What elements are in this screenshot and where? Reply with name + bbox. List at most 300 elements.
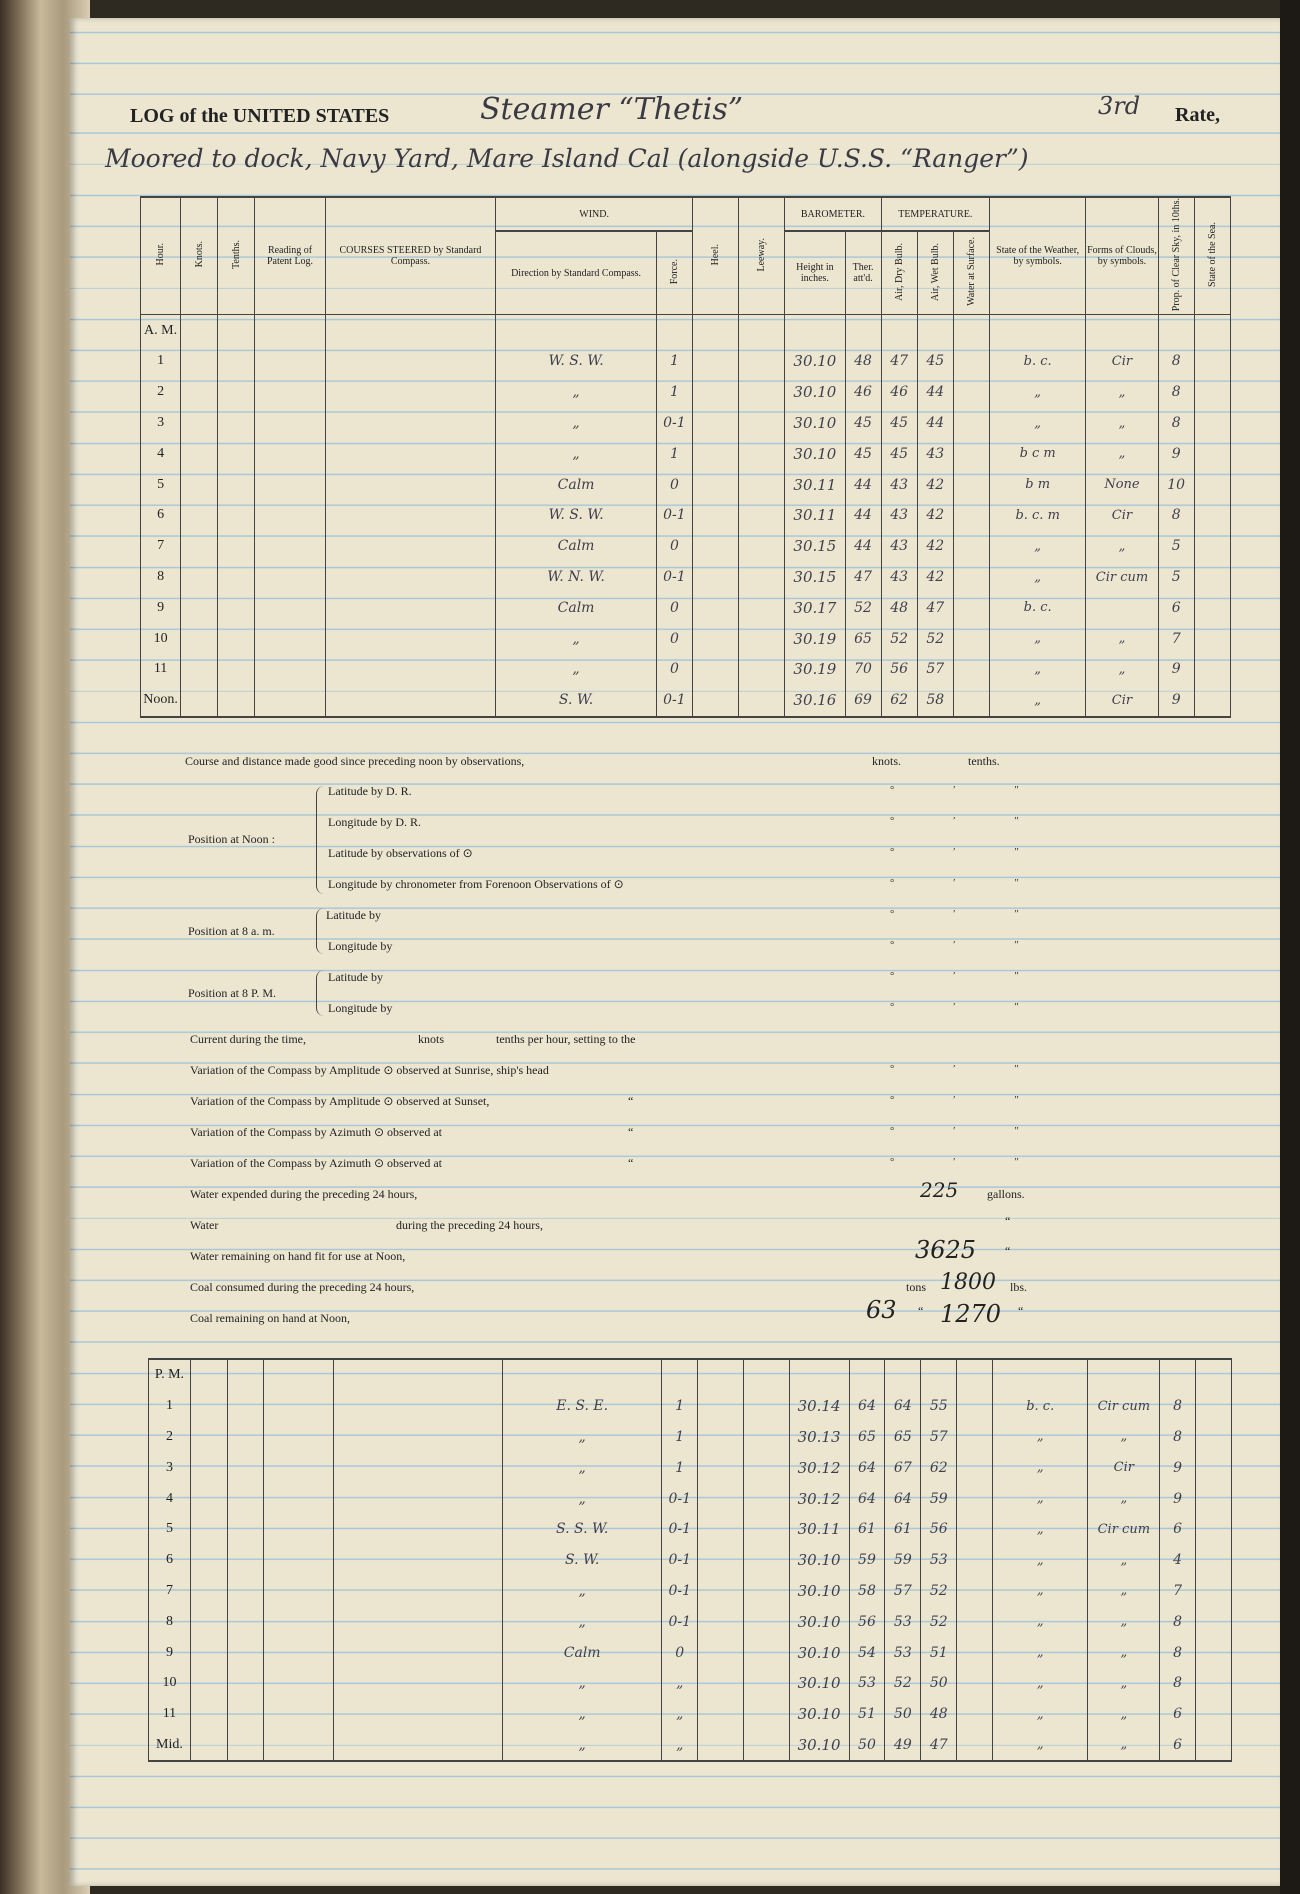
pm-empty-cell	[264, 1422, 334, 1453]
am-force-cell: 0	[656, 592, 692, 623]
pm-baro-cell: 30.14	[789, 1391, 849, 1422]
pm-empty-cell	[227, 1730, 264, 1762]
pm-empty-cell	[264, 1452, 334, 1483]
pm-empty-cell	[698, 1699, 744, 1730]
pm-empty-cell	[334, 1668, 503, 1699]
lat-8pm: Latitude by	[328, 970, 383, 984]
am-weather-cell: b. c.	[990, 346, 1086, 377]
am-clouds-cell: „	[1086, 377, 1158, 408]
pm-row	[149, 1483, 1232, 1514]
am-clear-cell: 8	[1158, 408, 1194, 439]
am-dry-cell: 62	[881, 685, 917, 717]
pm-empty-cell	[957, 1483, 993, 1514]
pm-empty-cell	[957, 1576, 993, 1607]
pm-empty-cell	[957, 1452, 993, 1483]
pm-wet-cell: 50	[921, 1668, 957, 1699]
ditto-coal-lbs: “	[1018, 1304, 1024, 1318]
pm-ther-cell: 64	[849, 1391, 885, 1422]
am-row	[141, 685, 1231, 717]
pm-empty-cell	[190, 1606, 227, 1637]
pm-dry-cell: 52	[885, 1668, 921, 1699]
knots-label: knots.	[872, 754, 902, 768]
pm-empty-cell	[227, 1576, 264, 1607]
pm-dir-cell: Calm	[503, 1637, 662, 1668]
pm-empty-cell	[264, 1514, 334, 1545]
pm-baro-cell: 30.10	[789, 1637, 849, 1668]
am-empty-cell	[692, 500, 738, 531]
am-empty-cell	[1194, 346, 1230, 377]
pm-baro-cell: 30.12	[789, 1452, 849, 1483]
water-remaining: Water remaining on hand fit for use at Noon,	[190, 1249, 406, 1263]
rate-number: 3rd	[1098, 92, 1141, 120]
am-clouds-cell: None	[1086, 469, 1158, 500]
am-dir-cell: Calm	[496, 469, 657, 500]
pm-clouds-cell: „	[1088, 1422, 1160, 1453]
am-weather-cell: „	[990, 654, 1086, 685]
am-row	[141, 469, 1231, 500]
am-wet-cell: 43	[917, 438, 953, 469]
pm-empty-cell	[698, 1422, 744, 1453]
am-empty-cell	[181, 408, 218, 439]
am-ther-cell: 44	[845, 469, 881, 500]
am-row	[141, 500, 1231, 531]
am-wet-cell: 52	[917, 623, 953, 654]
am-empty-cell	[1194, 500, 1230, 531]
pm-row	[149, 1391, 1232, 1422]
pm-hour-cell: 1	[149, 1391, 191, 1422]
am-dry-cell: 45	[881, 438, 917, 469]
am-empty-cell	[953, 531, 989, 562]
am-empty-cell	[692, 438, 738, 469]
am-baro-cell: 30.16	[785, 685, 845, 717]
pm-dry-cell: 67	[885, 1452, 921, 1483]
pm-clouds-cell: „	[1088, 1606, 1160, 1637]
am-empty-cell	[325, 562, 496, 593]
am-empty-cell	[255, 500, 325, 531]
pm-baro-cell: 30.10	[789, 1576, 849, 1607]
am-empty-cell	[692, 623, 738, 654]
col-baro-height: Height in inches.	[785, 231, 845, 315]
am-dry-cell: 43	[881, 469, 917, 500]
am-empty-cell	[218, 377, 255, 408]
am-baro-cell: 30.11	[785, 500, 845, 531]
pm-wet-cell: 62	[921, 1452, 957, 1483]
lat-8am: Latitude by	[326, 908, 381, 922]
pm-wet-cell: 47	[921, 1730, 957, 1762]
pm-clouds-cell: Cir cum	[1088, 1391, 1160, 1422]
am-weather-cell: b. c. m	[990, 500, 1086, 531]
am-empty-cell	[181, 685, 218, 717]
am-wet-cell: 42	[917, 500, 953, 531]
col-barometer: BAROMETER.	[785, 197, 881, 231]
am-baro-cell: 30.17	[785, 592, 845, 623]
lon-dr: Longitude by D. R.	[328, 815, 421, 829]
am-empty-cell	[953, 562, 989, 593]
pm-empty-cell	[1196, 1576, 1232, 1607]
am-empty-cell	[218, 654, 255, 685]
pm-wet-cell: 55	[921, 1391, 957, 1422]
current-knots: knots	[418, 1032, 445, 1046]
pm-baro-cell: 30.10	[789, 1545, 849, 1576]
am-empty-cell	[953, 469, 989, 500]
pm-empty-cell	[957, 1668, 993, 1699]
pm-dir-cell: „	[503, 1606, 662, 1637]
pm-ther-cell: 54	[849, 1637, 885, 1668]
pm-clear-cell: 8	[1160, 1668, 1196, 1699]
pm-empty-cell	[190, 1576, 227, 1607]
pm-empty-cell	[264, 1699, 334, 1730]
am-empty-cell	[255, 562, 325, 593]
deg-marks-10: ° ′ ″	[890, 1094, 1047, 1106]
pm-empty-cell	[190, 1483, 227, 1514]
am-empty-cell	[953, 500, 989, 531]
pm-clear-cell: 6	[1160, 1730, 1196, 1762]
pm-force-cell: „	[662, 1730, 698, 1762]
am-row	[141, 377, 1231, 408]
pm-force-cell: 0-1	[662, 1514, 698, 1545]
am-empty-cell	[953, 685, 989, 717]
pm-hour-cell: 10	[149, 1668, 191, 1699]
pm-clear-cell: 9	[1160, 1483, 1196, 1514]
am-baro-cell: 30.10	[785, 438, 845, 469]
am-empty-cell	[739, 408, 785, 439]
am-empty-cell	[739, 654, 785, 685]
pm-row	[149, 1637, 1232, 1668]
pm-ther-cell: 64	[849, 1483, 885, 1514]
am-clouds-cell: Cir cum	[1086, 562, 1158, 593]
pm-clear-cell: 9	[1160, 1452, 1196, 1483]
pm-hour-cell: 2	[149, 1422, 191, 1453]
am-clear-cell: 8	[1158, 346, 1194, 377]
deg-marks-7: ° ′ ″	[890, 970, 1047, 982]
am-force-cell: 0-1	[656, 562, 692, 593]
am-wet-cell: 57	[917, 654, 953, 685]
current-line: Current during the time,	[190, 1032, 306, 1046]
am-empty-cell	[181, 592, 218, 623]
pm-baro-cell: 30.10	[789, 1699, 849, 1730]
pm-empty-cell	[743, 1730, 789, 1762]
pm-clouds-cell: Cir cum	[1088, 1514, 1160, 1545]
pm-ther-cell: 53	[849, 1668, 885, 1699]
pm-dir-cell: „	[503, 1699, 662, 1730]
am-weather-cell: „	[990, 562, 1086, 593]
coal-remaining-lbs: 1270	[940, 1300, 1002, 1328]
am-empty-cell	[218, 592, 255, 623]
am-empty-cell	[181, 346, 218, 377]
am-dir-cell: „	[496, 408, 657, 439]
pm-empty-cell	[227, 1699, 264, 1730]
pm-ther-cell: 58	[849, 1576, 885, 1607]
pm-empty-cell	[957, 1699, 993, 1730]
am-force-cell: 0	[656, 531, 692, 562]
pm-hour-cell: 6	[149, 1545, 191, 1576]
am-empty-cell	[218, 562, 255, 593]
ditto-sunset: “	[628, 1094, 634, 1108]
col-wind: WIND.	[496, 197, 693, 231]
am-force-cell: 1	[656, 346, 692, 377]
pm-empty-cell	[190, 1730, 227, 1762]
pm-clouds-cell: Cir	[1088, 1452, 1160, 1483]
pm-clear-cell: 4	[1160, 1545, 1196, 1576]
am-empty-cell	[953, 377, 989, 408]
pm-empty-cell	[264, 1576, 334, 1607]
am-weather-cell: b. c.	[990, 592, 1086, 623]
am-row	[141, 346, 1231, 377]
course-distance-line: Course and distance made good since preceding noon by observations,	[185, 754, 525, 768]
am-empty-cell	[692, 685, 738, 717]
pm-baro-cell: 30.10	[789, 1730, 849, 1762]
pm-empty-cell	[957, 1514, 993, 1545]
pm-clouds-cell: „	[1088, 1545, 1160, 1576]
am-empty-cell	[1194, 623, 1230, 654]
am-empty-cell	[325, 685, 496, 717]
deg-marks-6: ° ′ ″	[890, 939, 1047, 951]
pm-weather-cell: b. c.	[992, 1391, 1088, 1422]
am-empty-cell	[1194, 654, 1230, 685]
am-clouds-cell: Cir	[1086, 500, 1158, 531]
am-empty-cell	[739, 346, 785, 377]
pm-weather-cell: „	[992, 1668, 1088, 1699]
am-empty-cell	[218, 685, 255, 717]
pm-force-cell: 1	[662, 1422, 698, 1453]
am-empty-cell	[218, 408, 255, 439]
am-wet-cell: 44	[917, 408, 953, 439]
am-clouds-cell: „	[1086, 623, 1158, 654]
am-clear-cell: 5	[1158, 562, 1194, 593]
pm-dry-cell: 53	[885, 1606, 921, 1637]
am-wet-cell: 58	[917, 685, 953, 717]
pm-ther-cell: 56	[849, 1606, 885, 1637]
pm-clouds-cell: „	[1088, 1730, 1160, 1762]
pm-dry-cell: 64	[885, 1391, 921, 1422]
pm-empty-cell	[743, 1637, 789, 1668]
am-clear-cell: 5	[1158, 531, 1194, 562]
pm-empty-cell	[227, 1637, 264, 1668]
am-empty-cell	[1194, 377, 1230, 408]
pm-empty-cell	[334, 1514, 503, 1545]
am-empty-cell	[739, 377, 785, 408]
am-dry-cell: 52	[881, 623, 917, 654]
pm-clear-cell: 7	[1160, 1576, 1196, 1607]
lon-chron: Longitude by chronometer from Forenoon Observations of ⊙	[328, 877, 624, 891]
am-ther-cell: 48	[845, 346, 881, 377]
pm-empty-cell	[264, 1637, 334, 1668]
am-clear-cell: 9	[1158, 654, 1194, 685]
am-clear-cell: 8	[1158, 377, 1194, 408]
am-empty-cell	[953, 623, 989, 654]
pm-empty-cell	[190, 1545, 227, 1576]
am-weather-cell: „	[990, 408, 1086, 439]
am-row	[141, 531, 1231, 562]
pm-baro-cell: 30.12	[789, 1483, 849, 1514]
am-row	[141, 592, 1231, 623]
am-empty-cell	[181, 654, 218, 685]
am-empty-cell	[325, 654, 496, 685]
am-empty-cell	[325, 408, 496, 439]
am-dir-cell: „	[496, 438, 657, 469]
deg-marks-11: ° ′ ″	[890, 1125, 1047, 1137]
am-empty-cell	[325, 346, 496, 377]
pm-empty-cell	[743, 1391, 789, 1422]
pm-empty-cell	[743, 1606, 789, 1637]
am-weather-cell: b m	[990, 469, 1086, 500]
col-temperature: TEMPERATURE.	[881, 197, 989, 231]
pm-hour-cell: 7	[149, 1576, 191, 1607]
am-empty-cell	[325, 438, 496, 469]
am-baro-cell: 30.10	[785, 377, 845, 408]
pm-force-cell: „	[662, 1668, 698, 1699]
pm-row	[149, 1514, 1232, 1545]
pm-clear-cell: 8	[1160, 1637, 1196, 1668]
am-empty-cell	[255, 346, 325, 377]
col-heel: Heel.	[692, 197, 738, 315]
ditto-water-remaining: “	[1005, 1244, 1011, 1258]
pm-weather-cell: „	[992, 1422, 1088, 1453]
am-ther-cell: 69	[845, 685, 881, 717]
pm-empty-cell	[743, 1545, 789, 1576]
pm-wet-cell: 59	[921, 1483, 957, 1514]
am-empty-cell	[1194, 408, 1230, 439]
am-empty-cell	[953, 346, 989, 377]
variation-azimuth-1: Variation of the Compass by Azimuth ⊙ observed at	[190, 1125, 443, 1139]
pm-empty-cell	[743, 1576, 789, 1607]
pm-empty-cell	[1196, 1422, 1232, 1453]
am-empty-cell	[218, 346, 255, 377]
pm-empty-cell	[264, 1483, 334, 1514]
am-empty-cell	[1194, 469, 1230, 500]
pm-empty-cell	[334, 1637, 503, 1668]
am-empty-cell	[325, 531, 496, 562]
am-clear-cell: 9	[1158, 438, 1194, 469]
pm-baro-cell: 30.11	[789, 1514, 849, 1545]
am-log-table	[140, 196, 1231, 718]
pm-row	[149, 1606, 1232, 1637]
col-wind-direction: Direction by Standard Compass.	[496, 231, 657, 315]
am-force-cell: 1	[656, 377, 692, 408]
am-baro-cell: 30.10	[785, 408, 845, 439]
am-baro-cell: 30.15	[785, 531, 845, 562]
tenths-label: tenths.	[968, 754, 1000, 768]
pm-empty-cell	[334, 1452, 503, 1483]
am-empty-cell	[1194, 562, 1230, 593]
pm-empty-cell	[743, 1699, 789, 1730]
pm-force-cell: 0-1	[662, 1545, 698, 1576]
pm-weather-cell: „	[992, 1576, 1088, 1607]
pm-dir-cell: „	[503, 1730, 662, 1762]
pm-weather-cell: „	[992, 1514, 1088, 1545]
current-tenths: tenths per hour, setting to the	[496, 1032, 636, 1046]
am-empty-cell	[255, 654, 325, 685]
am-force-cell: 0-1	[656, 500, 692, 531]
pm-dry-cell: 64	[885, 1483, 921, 1514]
am-force-cell: 0	[656, 469, 692, 500]
daily-remarks: Moored to dock, Navy Yard, Mare Island Cal (alongside U.S.S. “Ranger”)	[105, 144, 1029, 173]
lat-dr: Latitude by D. R.	[328, 784, 412, 798]
pm-wet-cell: 51	[921, 1637, 957, 1668]
am-empty-cell	[692, 469, 738, 500]
pm-empty-cell	[1196, 1637, 1232, 1668]
tons-label: tons	[906, 1280, 927, 1294]
pm-weather-cell: „	[992, 1452, 1088, 1483]
pm-ther-cell: 64	[849, 1452, 885, 1483]
pm-empty-cell	[698, 1606, 744, 1637]
ditto-coal-tons: “	[918, 1304, 924, 1318]
pm-empty-cell	[743, 1422, 789, 1453]
am-clouds-cell: „	[1086, 531, 1158, 562]
pm-dry-cell: 49	[885, 1730, 921, 1762]
pm-dry-cell: 61	[885, 1514, 921, 1545]
am-empty-cell	[218, 531, 255, 562]
lat-obs: Latitude by observations of ⊙	[328, 846, 473, 860]
am-baro-cell: 30.11	[785, 469, 845, 500]
am-empty-cell	[181, 562, 218, 593]
col-tenths: Tenths.	[218, 197, 255, 315]
am-empty-cell	[692, 377, 738, 408]
pm-hour-cell: 11	[149, 1699, 191, 1730]
am-hour-cell: 6	[141, 500, 181, 531]
col-wind-force: Force.	[656, 231, 692, 315]
am-ther-cell: 44	[845, 531, 881, 562]
col-hour: Hour.	[141, 197, 181, 315]
pm-weather-cell: „	[992, 1730, 1088, 1762]
pm-empty-cell	[227, 1422, 264, 1453]
am-dir-cell: S. W.	[496, 685, 657, 717]
pm-empty-cell	[227, 1483, 264, 1514]
am-clear-cell: 8	[1158, 500, 1194, 531]
pm-dir-cell: E. S. E.	[503, 1391, 662, 1422]
pm-empty-cell	[227, 1545, 264, 1576]
pm-clear-cell: 8	[1160, 1391, 1196, 1422]
am-ther-cell: 70	[845, 654, 881, 685]
am-empty-cell	[1194, 685, 1230, 717]
am-ther-cell: 46	[845, 377, 881, 408]
am-hour-cell: 4	[141, 438, 181, 469]
pm-dry-cell: 57	[885, 1576, 921, 1607]
am-baro-cell: 30.19	[785, 654, 845, 685]
am-empty-cell	[181, 623, 218, 654]
lon-8am: Longitude by	[328, 939, 393, 953]
am-wet-cell: 42	[917, 469, 953, 500]
am-row	[141, 623, 1231, 654]
position-noon-label: Position at Noon :	[188, 832, 276, 846]
am-empty-cell	[255, 408, 325, 439]
pm-empty-cell	[957, 1606, 993, 1637]
pm-empty-cell	[1196, 1514, 1232, 1545]
am-empty-cell	[255, 685, 325, 717]
ditto-water: “	[1005, 1214, 1011, 1228]
pm-force-cell: 0-1	[662, 1576, 698, 1607]
pm-empty-cell	[264, 1668, 334, 1699]
am-clouds-cell: Cir	[1086, 346, 1158, 377]
pm-empty-cell	[698, 1452, 744, 1483]
pm-baro-cell: 30.10	[789, 1606, 849, 1637]
am-clouds-cell: Cir	[1086, 685, 1158, 717]
pm-hour-cell: 9	[149, 1637, 191, 1668]
am-clouds-cell: „	[1086, 654, 1158, 685]
am-hour-cell: 2	[141, 377, 181, 408]
col-water-surface: Water at Surface.	[953, 231, 989, 315]
pm-empty-cell	[698, 1730, 744, 1762]
am-empty-cell	[255, 377, 325, 408]
am-empty-cell	[218, 623, 255, 654]
position-8pm-label: Position at 8 P. M.	[188, 986, 277, 1000]
pm-empty-cell	[1196, 1483, 1232, 1514]
am-empty-cell	[181, 500, 218, 531]
am-clear-cell: 9	[1158, 685, 1194, 717]
water-expended-value: 225	[920, 1178, 959, 1202]
col-leeway: Leeway.	[739, 197, 785, 315]
pm-empty-cell	[334, 1391, 503, 1422]
